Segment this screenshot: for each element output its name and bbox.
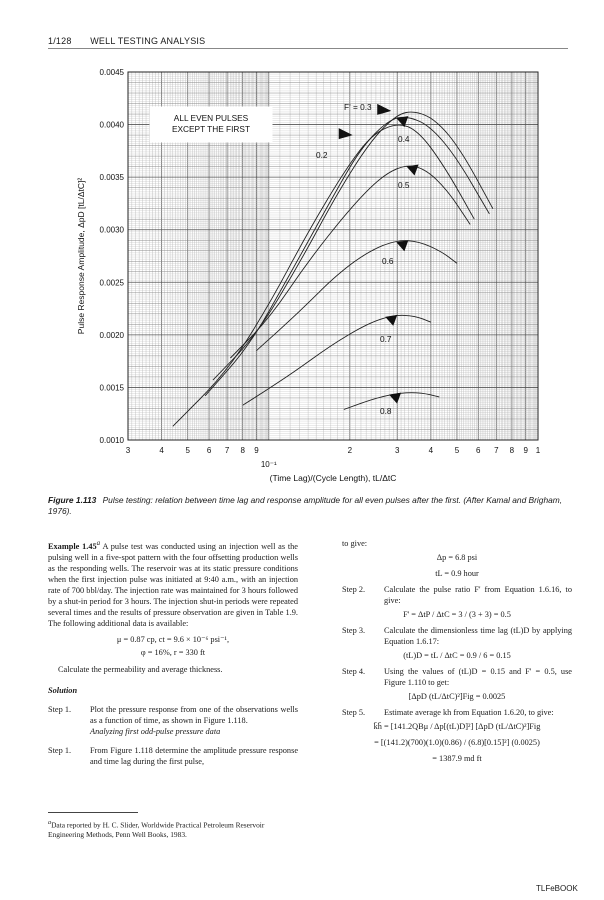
figure-caption: [48, 495, 568, 517]
footnote-marker: a: [48, 820, 52, 826]
y-tick-label: 0.0035: [99, 173, 124, 183]
step-3: [342, 625, 572, 647]
caption-label: Figure 1.113: [48, 495, 97, 505]
x-tick-label: 7: [494, 446, 499, 455]
example-label: Example 1.45: [48, 541, 97, 551]
curve-label: 0.5: [398, 180, 410, 190]
y-tick-label: 0.0020: [99, 330, 124, 340]
step-3-text: Calculate the dimensionless time lag (tL)D by applying Equation 1.6.17:: [384, 626, 572, 646]
running-title: WELL TESTING ANALYSIS: [90, 36, 206, 46]
curve-label: 0.4: [398, 134, 410, 144]
step-2-text: Calculate the pulse ratio F' from Equation 1.6.16, to give:: [384, 585, 572, 605]
y-tick-label: 0.0015: [99, 383, 124, 393]
x-tick-label: 8: [509, 446, 515, 455]
step-4: [342, 666, 572, 688]
example-marker: a: [96, 540, 101, 547]
task-text: Calculate the permeability and average thickness.: [58, 664, 223, 674]
step-1a-text: Plot the pressure response from one of the observations wells as a function of time, as shown in Figure 1.118.: [90, 704, 298, 725]
step-4-text: Using the values of (tL)D = 0.15 and F' = 0.5, use Figure 1.110 to get:: [384, 667, 572, 687]
y-tick-label: 0.0025: [99, 278, 124, 288]
x-tick-label: 10⁻¹: [260, 460, 277, 469]
equation-tl: tL = 0.9 hour: [435, 569, 479, 578]
curve-label: 0.2: [316, 150, 328, 160]
equation-amplitude: [ΔpD (tL/ΔtC)²]Fig = 0.0025: [408, 692, 506, 701]
x-tick-label: 6: [206, 446, 212, 455]
footer-brand: TLFeBOOK: [536, 884, 578, 893]
footnote: [48, 818, 298, 840]
x-axis-title: (Time Lag)/(Cycle Length), tL/ΔtC: [269, 473, 397, 483]
data-line-2: φ = 16%, r = 330 ft: [140, 647, 206, 657]
curve-label: F' = 0.3: [344, 102, 372, 112]
step-1b-text: From Figure 1.118 determine the amplitude pressure response and time lag during the first pulse,: [90, 745, 298, 766]
x-tick-label: 4: [428, 446, 434, 455]
step-2: [342, 584, 572, 606]
step-2-label: Step 2.: [342, 585, 366, 594]
step-5: [342, 707, 572, 718]
example-paragraph: [48, 538, 298, 629]
equation-dp: Δp = 6.8 psi: [436, 553, 478, 562]
y-tick-label: 0.0030: [99, 225, 124, 235]
equation-kh-formula: k̄h̄ = [141.2QBμ / Δp[(tL)D]²] [ΔpD (tL/ΔtC)²]Fig: [373, 722, 541, 731]
y-tick-label: 0.0010: [99, 436, 124, 445]
y-axis-title: Pulse Response Amplitude, ΔpD [tL/ΔtC]²: [76, 177, 86, 335]
x-tick-label: 9: [254, 446, 259, 455]
solution-label: Solution: [48, 685, 78, 695]
x-tick-label: 2: [347, 446, 353, 455]
step-1a: [48, 704, 298, 726]
step-4-label: Step 4.: [342, 667, 366, 676]
right-column: [342, 538, 572, 769]
x-tick-label: 6: [476, 446, 481, 455]
x-tick-label: 4: [159, 446, 164, 455]
curve-label: 0.7: [380, 334, 392, 344]
inset-line-2: EXCEPT THE FIRST: [171, 124, 251, 134]
intro-text: to give:: [342, 539, 368, 548]
footnote-rule: [48, 812, 138, 813]
footnote-text: Data reported by H. C. Slider, Worldwide Practical Petroleum Reservoir Engineering Methods, Penn Well Books, 1983.: [48, 820, 265, 840]
x-tick-label: 3: [395, 446, 400, 455]
curve-label: 0.6: [382, 256, 394, 266]
step-1b: [48, 745, 298, 767]
caption-text: Pulse testing: relation between time lag and response amplitude for all even pulses after the first. (After Kamal and Brigham, 1976).: [48, 495, 563, 516]
subheading: Analyzing first odd-pulse pressure data: [90, 726, 221, 736]
x-tick-label: 9: [523, 446, 528, 455]
example-text: A pulse test was conducted using an injection well as the pulsing well in a five-spot pattern with the four offsetting production wells as the responding wells. The reservoir was at its static pressure conditions when the first injection pulse was initiated at 9:40 a.m., with an injection rate of 700 bbl/day. The injection rate was maintained for 3 hours followed by a shut-in period for 3 hours. The injection shut-in periods were repeated several times and the results of pressure observation are given in Table 1.9. The following additional data is available:: [48, 541, 298, 628]
left-column: [48, 538, 298, 767]
x-tick-label: 5: [454, 446, 460, 455]
page-number: 1/128: [48, 36, 72, 46]
equation-kh-substitution: = [(141.2)(700)(1.0)(0.86) / (6.8)[0.15]²] (0.0025): [374, 738, 540, 747]
inset-line-1: ALL EVEN PULSES: [173, 113, 249, 123]
step-1a-label: Step 1.: [48, 704, 72, 714]
step-5-label: Step 5.: [342, 708, 366, 717]
x-tick-label: 7: [224, 446, 230, 455]
step-3-label: Step 3.: [342, 626, 366, 635]
equation-pulse-ratio: F' = ΔtP / ΔtC = 3 / (3 + 3) = 0.5: [403, 610, 511, 619]
curve-label: 0.8: [380, 406, 392, 416]
step-1b-label: Step 1.: [48, 745, 72, 755]
x-tick-label: 8: [240, 446, 245, 455]
x-tick-label: 5: [185, 446, 190, 455]
equation-kh-result: = 1387.9 md ft: [432, 754, 482, 763]
x-tick-label: 3: [125, 446, 131, 455]
equation-time-lag: (tL)D = tL / ΔtC = 0.9 / 6 = 0.15: [403, 651, 511, 660]
y-tick-label: 0.0045: [99, 68, 124, 77]
data-line-1: μ = 0.87 cp, ct = 9.6 × 10⁻⁶ psi⁻¹,: [116, 634, 230, 644]
step-5-text: Estimate average kh from Equation 1.6.20, to give:: [384, 708, 554, 717]
x-tick-label: 1: [535, 446, 541, 455]
y-tick-label: 0.0040: [99, 120, 124, 130]
